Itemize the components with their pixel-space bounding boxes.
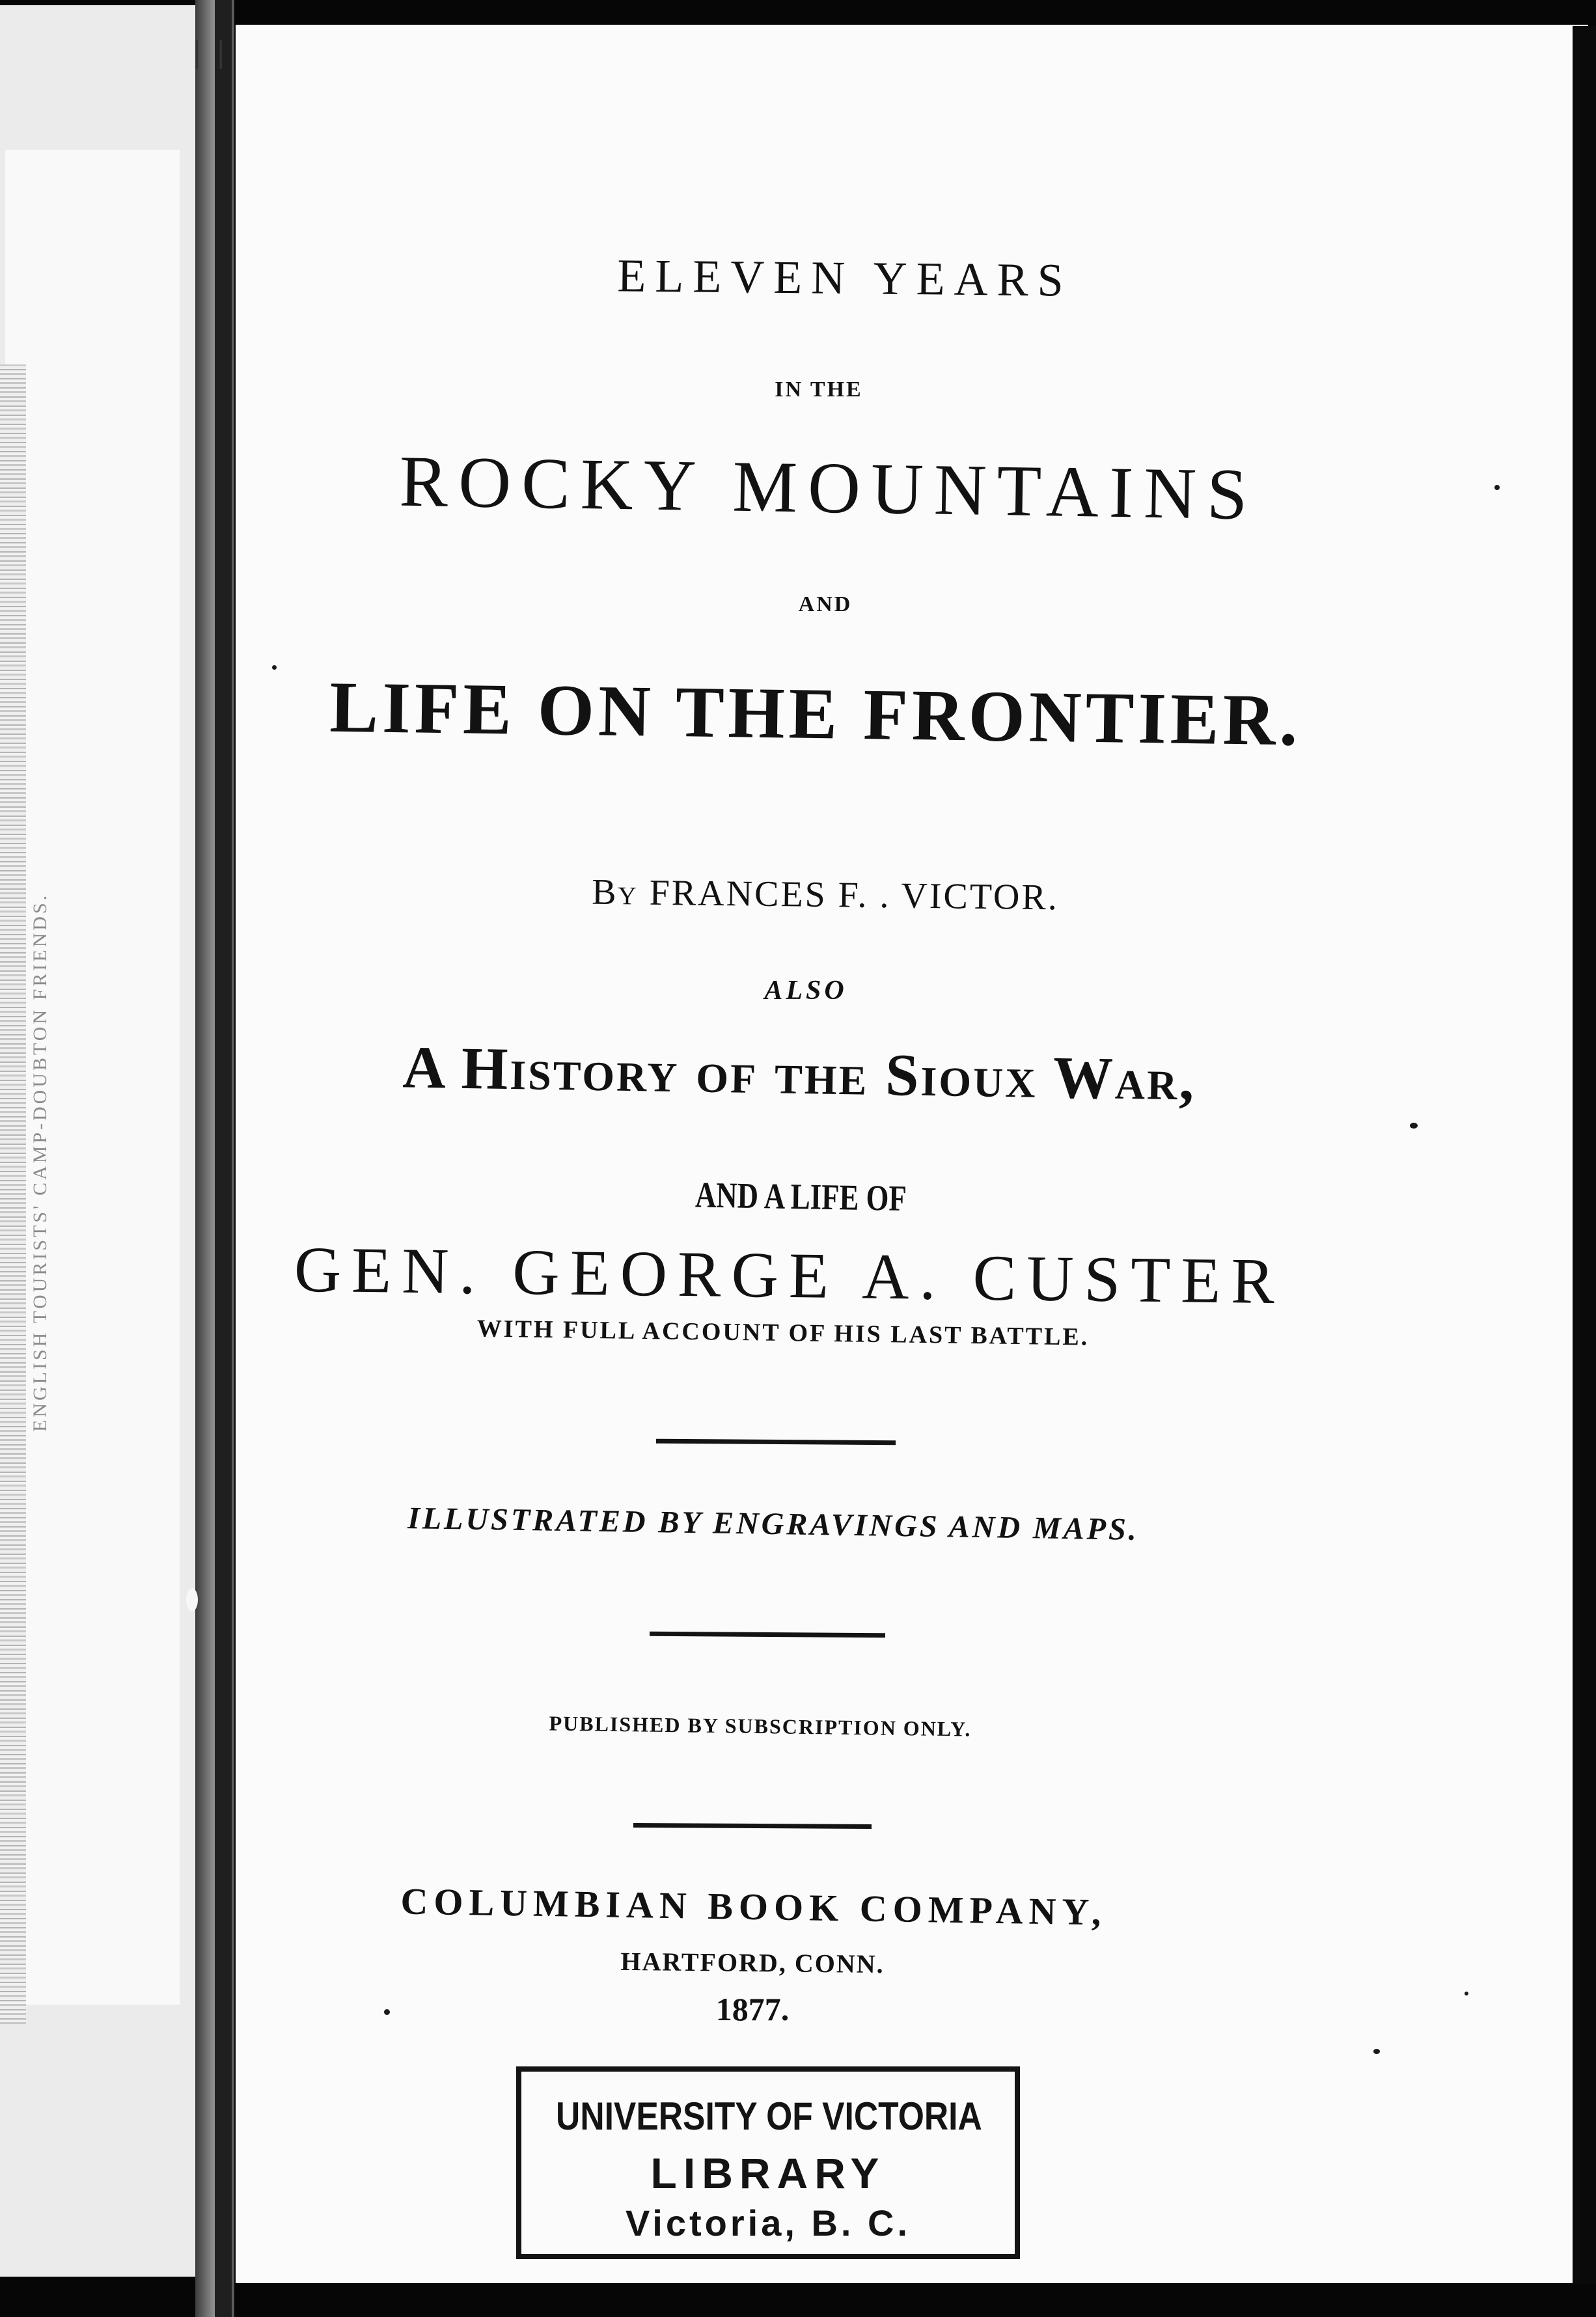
stamp-city: Victoria, B. C. bbox=[625, 2202, 911, 2243]
place-line: HARTFORD, CONN. bbox=[620, 1946, 885, 1979]
binding-noise bbox=[0, 364, 26, 2024]
speck bbox=[272, 665, 277, 670]
gutter-dark bbox=[215, 0, 232, 2317]
speck bbox=[1494, 485, 1500, 490]
speck bbox=[1465, 1992, 1468, 1995]
top-mark: ❘❘ bbox=[185, 36, 233, 69]
also-label: ALSO bbox=[764, 976, 847, 1006]
account-line: WITH FULL ACCOUNT OF HIS LAST BATTLE. bbox=[476, 1315, 1090, 1351]
speck bbox=[1373, 2049, 1380, 2054]
life-of-label: AND A LIFE OF bbox=[695, 1175, 907, 1220]
speck bbox=[384, 2009, 390, 2015]
subscription-line: PUBLISHED BY SUBSCRIPTION ONLY. bbox=[549, 1711, 972, 1741]
custer-title: GEN. GEORGE A. CUSTER bbox=[294, 1233, 1286, 1318]
stamp-library: LIBRARY bbox=[650, 2149, 886, 2197]
speck bbox=[1410, 1123, 1418, 1129]
history-title: A History of the Sioux War, bbox=[402, 1034, 1197, 1113]
page bbox=[236, 25, 1588, 2283]
library-stamp bbox=[516, 2066, 1020, 2259]
page-edge bbox=[1573, 26, 1596, 2284]
year-line: 1877. bbox=[715, 1991, 790, 2027]
stamp-university: UNIVERSITY OF VICTORIA bbox=[556, 2094, 982, 2138]
illustrated-line: ILLUSTRATED BY ENGRAVINGS AND MAPS. bbox=[407, 1501, 1140, 1547]
byline: By FRANCES F. . VICTOR. bbox=[591, 871, 1060, 918]
speck bbox=[186, 1588, 198, 1611]
title-line-in-the: IN THE bbox=[775, 377, 863, 402]
title-line-life-on-the-frontier: LIFE ON THE FRONTIER. bbox=[329, 666, 1302, 761]
title-line-and: AND bbox=[798, 592, 853, 616]
spine-note: ENGLISH TOURISTS' CAMP-DOUBTON FRIENDS. bbox=[29, 892, 51, 1432]
title-line-eleven-years: ELEVEN YEARS bbox=[616, 249, 1073, 307]
publisher-line: COLUMBIAN BOOK COMPANY, bbox=[400, 1880, 1107, 1934]
title-line-rocky-mountains: ROCKY MOUNTAINS bbox=[398, 441, 1259, 536]
